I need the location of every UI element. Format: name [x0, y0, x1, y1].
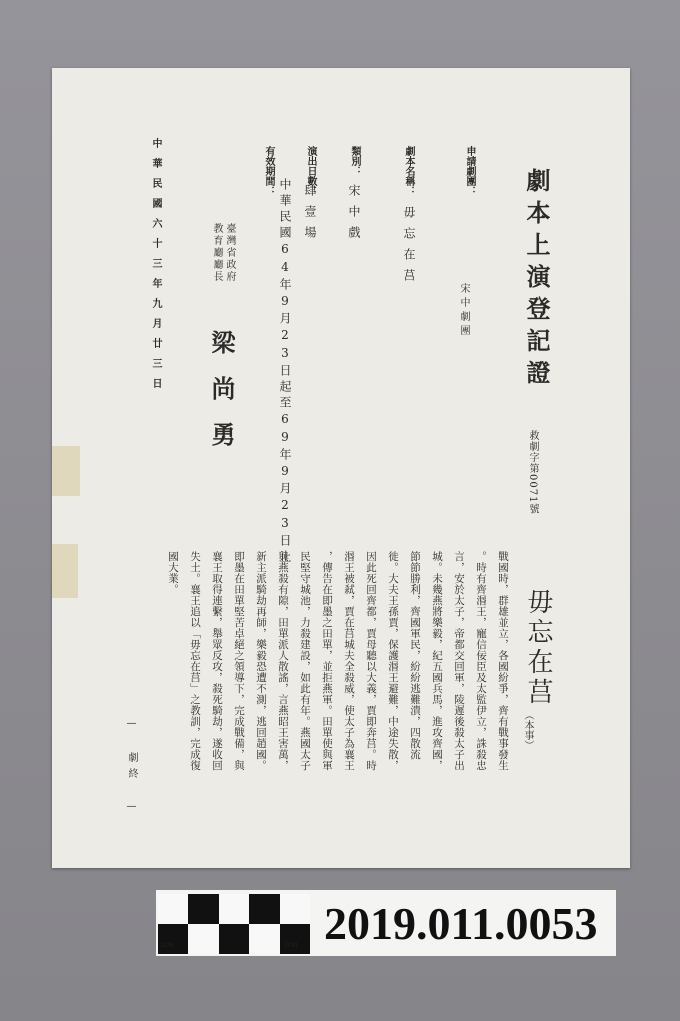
end-mark: — 劇終 — — [126, 718, 137, 818]
issuer-line-1: 臺灣省政府 — [224, 223, 235, 283]
official-name: 梁尚勇 — [207, 330, 236, 468]
permit-digits: 0071 — [527, 474, 538, 504]
scale-end-label: 5CM — [284, 942, 298, 949]
synopsis-line: 失土。襄王追以「毋忘在莒」之教訓，完成復 — [189, 551, 201, 771]
synopsis-line: 城。未幾燕將樂毅，紀五國兵馬，進攻齊國， — [431, 551, 443, 771]
document-title: 劇本上演登記證 — [522, 168, 551, 392]
synopsis-line: 節節勝利，齊國軍民，紛紛逃難潰，四散流 — [409, 551, 421, 760]
synopsis-line: 戰國時，群雄並立，各國紛爭，齊有戰事發生 — [497, 551, 509, 771]
field-label-days: 演出日數： — [305, 146, 316, 196]
certificate-paper — [52, 68, 630, 868]
field-value-days: 肆壹場 — [303, 184, 317, 247]
synopsis-line: 言，安於太子，帝都交回軍，陵遲後殺太子出 — [453, 551, 465, 771]
synopsis-line: ，傳告在即墨之田單，並拒燕軍。田單使與軍 — [321, 551, 333, 771]
field-label-play: 劇本名稱： — [403, 146, 414, 196]
synopsis — [142, 551, 514, 771]
troupe-name: 宋中劇團 — [458, 283, 469, 339]
catalog-number: 2019.011.0053 — [324, 898, 598, 949]
synopsis-line: 與燕殺有隙，田單派人散謠，言燕昭王害萬， — [277, 551, 289, 771]
scale-start-label: 1CM — [160, 942, 174, 949]
issuer-title — [210, 223, 236, 343]
issuer-line-2: 教育廳廳長 — [211, 223, 222, 283]
catalog-label — [156, 890, 616, 956]
permit-suffix: 號 — [527, 503, 538, 515]
field-label-category: 類別： — [349, 146, 360, 176]
field-label-validity: 有效期間： — [263, 146, 274, 196]
synopsis-line: 國大業。 — [167, 551, 179, 595]
synopsis-line: 。時有齊湣王，寵信佞臣及太監伊立，誅殺忠 — [475, 551, 487, 771]
field-value-category: 宋中戲 — [347, 184, 361, 247]
validity-period: 中華民國64年9月23日起至69年9月23日止 — [278, 178, 292, 566]
synopsis-line: 即墨在田單堅苦卓絕之領導下，完成戰備，與 — [233, 551, 245, 771]
synopsis-line: 民堅守城池，力殺建設，如此有年。燕國太子 — [299, 551, 311, 771]
play-subtitle: （本事） — [522, 710, 533, 750]
permit-number — [525, 430, 540, 560]
synopsis-line: 湣王被弒，賈在莒城夫全殺威，使太子為襄王 — [343, 551, 355, 771]
paper-stain — [52, 446, 80, 496]
synopsis-line: 襄王取得連繫，舉眾反攻，殺死騎劫，遂收回 — [211, 551, 223, 771]
issue-date: 中華民國六十三年九月廿三日 — [150, 138, 161, 398]
synopsis-line: 徙。大夫王孫賈，保護湣王避難，中途失散， — [387, 551, 399, 771]
field-label-troupe: 申請劇團： — [464, 146, 475, 196]
play-title: 毋忘在莒 — [523, 588, 553, 708]
permit-prefix: 救劇字第 — [527, 430, 538, 474]
synopsis-line: 新主派騎劫再師，樂毅恐遭不測，逃回趙國。 — [255, 551, 267, 771]
paper-stain — [52, 544, 78, 598]
synopsis-line: 因此死回齊都，賈母聽以大義，賈即奔莒。時 — [365, 551, 377, 771]
field-value-play: 毋忘在莒 — [402, 206, 416, 290]
